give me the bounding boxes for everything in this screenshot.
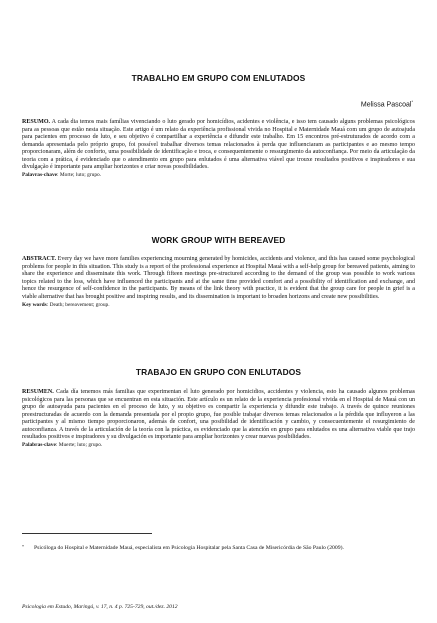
- footnote-divider: [22, 533, 152, 534]
- resumo-section: [22, 119, 415, 179]
- abstract-keywords-label: Key words: [22, 301, 47, 308]
- footnote-text: Psicóloga do Hospital e Maternidade Mauá, especialista em Psicologia Hospitalar pela Santa Casa de Misericórdia de São Paulo (2009).: [34, 545, 344, 551]
- abstract-text: Every day we have more families experiencing mourning generated by homicides, accidents and violence, and this has caused some psychological problems for people in this situation. This study is a report of the professional experience at Hospital Mauá with a self-help group for bereaved patients, aiming to share the experience and disseminate this work. Through fifteen meetings pre-structured according to the demand of the group was possible to work various topics related to the loss, which have influenced the participants and at the same time provided comfort and a possibility of identification and exchange, and hence the resurgence of self-confidence in the participants. By means of the link theory with practice, it is evident that the group care for people in grief is a viable alternative that has brought positive and inspiring results, and its dissemination is important to broaden horizons and create new possibilities.: [22, 256, 415, 300]
- footnote-mark: *: [22, 544, 24, 549]
- resumen-keywords-text: : Muerte; luto; grupo.: [55, 442, 103, 449]
- resumen-keywords-label: Palabras-clave: [22, 442, 56, 449]
- resumo-keywords-label: Palavras-chave: [22, 172, 58, 179]
- journal-footer: Psicologia em Estudo, Maringá, v. 17, n. 4 p. 725-729, out./dez. 2012: [22, 604, 178, 610]
- resumen-text: Cada día tenemos más familias que experimentan el luto generado por homicidios, accidentes y violencia, esto ha causado algunos problemas psicológicos para las personas que se encuentran en esta situación. Este artículo es un relato de la experiencia profesional vivida en el Hospital de Mauá con un grupo de autoayuda para pacientes en el proceso de luto, y su objetivo es compartir la experiencia y difundir este trabajo. A través de quince reuniones preestructuradas de acuerdo con la demanda presentada por el propio grupo, fue posible trabajar diversos temas relacionados a la pérdida que influyeron a las participantes y al mismo tiempo proporcionaron, además de confort, una posibilidad de identificación y cambio, y consecuentemente el resurgimiento de autoconfianza. A través de la articulación de la teoría con la práctica, es evidenciado que la atención en grupo para enlutados es una alternativa viable que trajo resultados positivos e inspiradores y su divulgación es importante para ampliar horizontes y crear nuevas posibilidades.: [22, 389, 415, 441]
- abstract-paragraph: [22, 256, 415, 301]
- resumo-keywords: [22, 172, 415, 179]
- abstract-label: ABSTRACT.: [22, 256, 56, 262]
- resumen-paragraph: [22, 389, 415, 442]
- resumo-label: RESUMO.: [22, 119, 51, 125]
- abstract-keywords: [22, 302, 415, 309]
- resumo-text: A cada dia temos mais famílias vivenciando o luto gerado por homicídios, acidentes e violência, e isso tem causado alguns problemas psicológicos para as pessoas que estão nesta situação. Este artigo é um relato da experiência profissional vivida no Hospital e Maternidade Mauá com um grupo de autoajuda para pacientes em processo de luto, e seu objetivo é compartilhar a experiência e difundir este trabalho. Em 15 encontros pré-estruturados de acordo com a demanda apresentada pelo próprio grupo, foi possível trabalhar diversos temas relacionados à perda que influenciaram as participantes e ao mesmo tempo proporcionaram, além de conforto, uma possibilidade de identificação e troca, e consequentemente o ressurgimento da autoconfiança. Por meio da articulação da teoria com a prática, é evidenciado que o atendimento em grupo para enlutados é uma alternativa viável que trouxe resultados positivos e inspiradores e sua divulgação é importante para ampliar horizontes e criar novas possibilidades.: [22, 119, 415, 171]
- title-portuguese: TRABALHO EM GRUPO COM ENLUTADOS: [131, 73, 306, 83]
- author: [361, 99, 413, 108]
- title-spanish: TRABAJO EN GRUPO CON ENLUTADOS: [135, 367, 302, 377]
- resumo-paragraph: [22, 119, 415, 172]
- footnote: [22, 545, 415, 552]
- author-name: Melissa Pascoal: [360, 101, 412, 109]
- resumen-keywords: [22, 442, 415, 449]
- resumen-section: [22, 389, 415, 449]
- author-footnote-mark: *: [411, 99, 413, 104]
- resumo-keywords-text: : Morte; luto; grupo.: [57, 172, 102, 179]
- title-english: WORK GROUP WITH BEREAVED: [151, 235, 286, 245]
- abstract-section: [22, 256, 415, 309]
- abstract-keywords-text: : Death; bereavement; group.: [46, 301, 110, 308]
- resumen-label: RESUMEN.: [22, 389, 54, 395]
